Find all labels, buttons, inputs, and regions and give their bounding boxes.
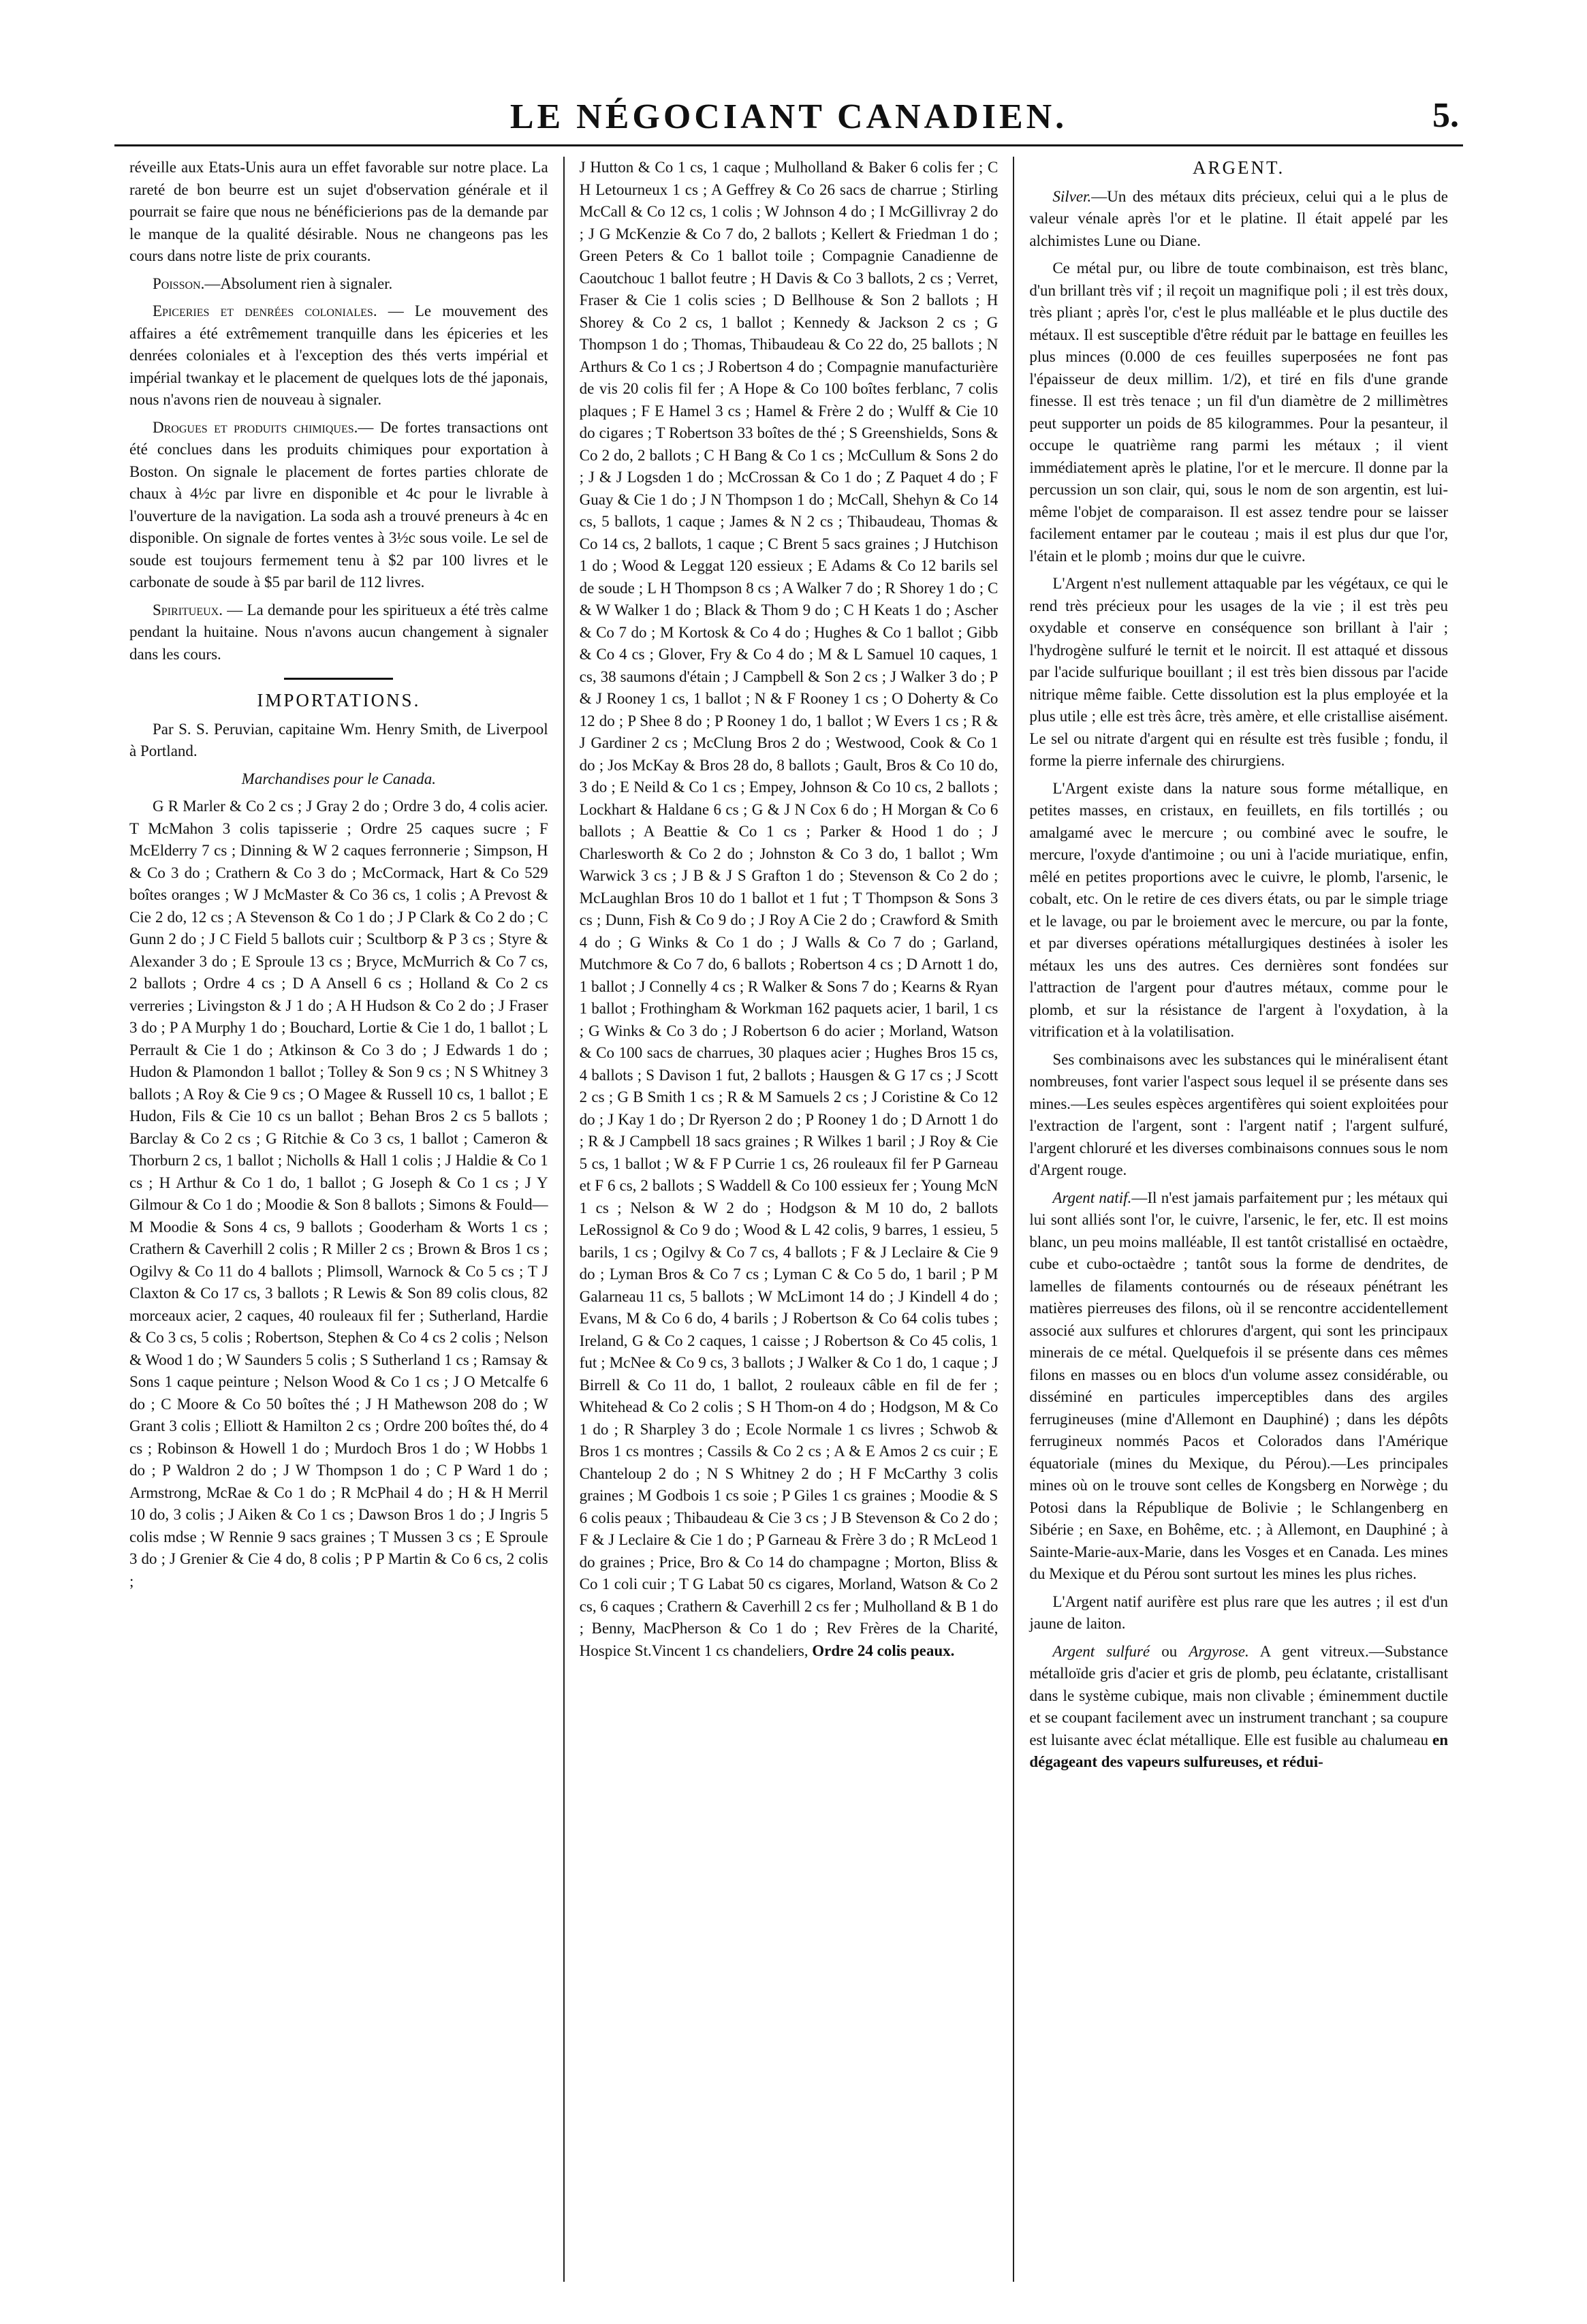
intro-paragraph: réveille aux Etats-Unis aura un effet favorable sur notre place. La rareté de bon beurre est un sujet d'observation générale et il pourrait se faire que nous ne bénéficierions pas de la demande par le manque de la qualité désirable. Nous ne changeons pas les cours dans notre liste de prix courants. [129, 159, 548, 264]
argent-paragraph-3: L'Argent n'est nullement attaquable par les végétaux, ce qui le rend très précieux pour les usages de la vie ; il est très peu oxydable et conserve en conséquence son brillant à l'air ; l'hydrogène sulfuré le ternit et le noircit. Il est attaqué et dissous par l'acide sulfurique bouillant ; il est très bien dissous par l'acide nitrique même faible. Cette dissolution est la plus employée et la plus utile ; elle est très âcre, très amère, et elle cristallise aisément. Le sel ou nitrate d'argent qui en résulte est très fusible ; fondu, il forme la pierre infernale des chirurgiens. [1029, 575, 1449, 769]
argent-paragraph-6 [1029, 1187, 1448, 1586]
argent-paragraph-1 [1029, 186, 1448, 253]
imports-continued-text: J Hutton & Co 1 cs, 1 caque ; Mulholland & Baker 6 colis fer ; C H Letourneux 1 cs ; A Geffrey & Co 26 sacs de charrue ; Stirling McCall & Co 12 cs, 1 colis ; W Johnson 4 do ; I McGillivray 2 do ; J G McKenzie & Co 7 do, 2 ballots ; Kellert & Friedman 1 do ; Green Peters & Co 1 ballot toile ; Compagnie Canadienne de Caoutchouc 1 ballot feutre ; H Davis & Co 3 ballots, 2 cs ; Verret, Fraser & Cie 1 colis scies ; D Bellhouse & Son 2 ballots ; H Shorey & Co 2 cs, 1 ballot ; Kennedy & Jackson 2 cs ; G Thompson 1 do ; Thomas, Thibaudeau & Co 22 do, 25 ballots ; N Arthurs & Co 1 cs ; J Robertson 4 do ; Compagnie manufacturière de vis 20 colis fil fer ; A Hope & Co 100 boîtes ferblanc, 7 colis plaques ; F E Hamel 3 cs ; Hamel & Frère 2 do ; Wulff & Cie 10 do cigares ; T Robertson 33 boîtes de thé ; S Greenshields, Sons & Co 2 do, 2 ballots ; C H Bang & Co 1 cs ; McCullum & Sons 2 do ; J & J Logsden 1 do ; McCrossan & Co 1 do ; Z Paquet 4 do ; F Guay & Cie 1 do ; J N Thompson 1 do ; McCall, Shehyn & Co 14 cs, 5 ballots, 1 caque ; James & N 2 cs ; Thibaudeau, Thomas & Co 14 cs, 2 ballots, 1 caque ; C Brent 5 sacs graines ; J Hutchison 1 do ; Wood & Leggat 120 essieux ; E Adams & Co 12 barils sel de soude ; L H Thompson 8 cs ; A Walker 7 do ; R Shorey 1 do ; C & W Walker 1 do ; Black & Thom 9 do ; C H Keats 1 do ; Ascher & Co 7 do ; M Kortosk & Co 4 do ; Hughes & Co 1 ballot ; Gibb & Co 4 cs ; Glover, Fry & Co 4 do ; M & L Samuel 10 caques, 1 cs, 38 saumons d'étain ; J Campbell & Son 2 cs ; J Walker 3 do ; P & J Rooney 1 cs, 1 ballot ; N & F Rooney 1 cs ; O Doherty & Co 12 do ; P Shee 8 do ; P Rooney 1 do, 1 ballot ; W Evers 1 cs ; R & J Gardiner 2 cs ; McClung Bros 2 do ; Westwood, Cook & Co 1 do ; Jos McKay & Bros 28 do, 8 ballots ; Gault, Bros & Co 10 do, 3 do ; E Neild & Co 1 cs ; Empey, Johnson & Co 10 cs, 2 ballots ; Lockhart & Haldane 6 cs ; G & J N Cox 6 do ; H Morgan & Co 6 ballots ; A Beattie & Co 1 cs ; Parker & Hood 1 do ; J Charlesworth & Co 2 do ; Johnston & Co 3 do, 1 ballot ; Wm Warwick 3 cs ; J B & J S Grafton 1 do ; Stevenson & Co 2 do ; McLaughlan Bros 10 do 1 ballot et 1 fut ; T Thompson & Sons 3 cs ; Dunn, Fish & Co 9 do ; J Roy A Cie 2 do ; Crawford & Smith 4 do ; G Winks & Co 1 do ; J Walls & Co 7 do ; Garland, Mutchmore & Co 7 do, 6 ballots ; Robertson 4 cs ; D Arnott 1 do, 1 ballot ; J Connelly 4 cs ; R Walker & Sons 7 do ; Kearns & Ryan 1 ballot ; Frothingham & Workman 162 paquets acier, 1 baril, 1 cs ; G Winks & Co 3 do ; J Robertson 6 do acier ; Morland, Watson & Co 100 sacs de charrues, 30 plaques acier ; Hughes Bros 15 cs, 4 ballots ; S Davison 1 fut, 2 ballots ; Hausgen & G 17 cs ; J Scott 2 cs ; G B Smith 1 cs ; R & M Samuels 2 cs ; J Coristine & Co 12 do ; J Kay 1 do ; Dr Ryerson 2 do ; P Rooney 1 do ; D Arnott 1 do ; R & J Campbell 18 sacs graines ; R Wilkes 1 baril ; J Roy & Cie 5 cs, 1 ballot ; W & F P Currie 1 cs, 26 rouleaux fil fer P Garneau et F 6 cs, 2 ballots ; S Waddell & Co 100 essieux fer ; Young McN 1 cs ; Nelson & W 2 do ; Hodgson & M 10 do, 2 ballots LeRossignol & Co 9 do ; Wood & L 42 colis, 9 barres, 1 essieu, 5 barils, 1 cs ; Ogilvy & Co 7 cs, 4 ballots ; F & J Leclaire & Cie 9 do ; Lyman Bros & Co 7 cs ; Lyman C & Co 5 do, 1 baril ; P M Galarneau 11 cs, 5 ballots ; W McLimont 14 do ; J Kindell 4 do ; Evans, M & Co 6 do, 4 barils ; J Robertson & Co 64 colis tubes ; Ireland, G & Co 2 caques, 1 caisse ; J Robertson & Co 45 colis, 1 fut ; McNee & Co 9 cs, 3 ballots ; J Walker & Co 1 do, 1 caque ; J Birrell & Co 11 do, 1 ballot, 2 rouleaux câble en fil de fer ; Whitehead & Co 2 colis ; S H Thom-on 4 do ; Hodgson, M & Co 1 do ; R Sharpley 3 do ; Ecole Normale 1 cs livres ; Schwob & Bros 1 cs montres ; Cassils & Co 2 cs ; A & E Amos 2 cs cuir ; E Chanteloup 2 do ; N S Whitney 2 do ; H F McCarthy 3 colis graines ; M Godbois 1 cs soie ; P Giles 1 cs graines ; Moodie & S 6 colis peaux ; Thibaudeau & Cie 3 cs ; J B Stevenson & Co 2 do ; F & J Leclaire & Cie 1 do ; P Garneau & Frère 3 do ; R McLeod 1 do graines ; Price, Bro & Co 14 do champagne ; Morton, Bliss & Co 1 coli cuir ; T G Labat 50 cs cigares, Morland, Watson & Co 2 cs, 6 caques ; Crathern & Caverhill 2 cs fer ; Mulholland & B 1 do ; Benny, MacPherson & Co 1 do ; Rev Frères de la Charité, Hospice St.Vincent 1 cs chandeliers, [579, 159, 999, 1659]
column-1 [114, 157, 563, 2282]
ship-line: Par S. S. Peruvian, capitaine Wm. Henry Smith, de Liverpool à Portland. [129, 720, 548, 759]
text-columns [114, 157, 1463, 2282]
marchandises-heading: Marchandises pour le Canada. [241, 770, 437, 787]
poisson-paragraph [129, 273, 548, 296]
spiritueux-paragraph [129, 599, 548, 666]
imports-list-end: Ordre 24 colis peaux. [812, 1642, 955, 1659]
argent-p8-end: en dégageant des vapeurs sulfureuses, et rédui- [1029, 1731, 1449, 1770]
imports-list-continued [580, 157, 999, 1662]
argent-p6-text: —Il n'est jamais parfaitement pur ; les métaux qui lui sont alliés sont l'or, le cuivre, l'arsenic, le fer, etc. Il est moins blanc, un peu moins malléable, Il est tantôt cristallisé en octaèdre, cube et cubo-octaèdre ; tantôt sous la forme de dendrites, de lamelles de filaments contournés ou de réseaux pénétrant les matières pierreuses des filons, où il se rencontre accidentellement associé aux sulfures et chlorures d'argent, qui sont les principaux minerais de ce métal. Quelquefois il se présente dans ces mêmes filons en masses ou en blocs d'un volume assez considérable, ou disséminé en particules imperceptibles dans des argiles ferrugineuses (mine d'Allemont en Dauphiné) ; dans les dépôts ferrugineux nommés Pacos et Colorados dans l'Amérique équatoriale (mines du Mexique, du Pérou).—Les principales mines où on le trouve sont celles de Kongsberg en Norwège ; du Potosi dans la République de Bolivie ; le Schlangenberg en Sibérie ; en Saxe, en Bohême, etc. ; à Allemont, en Dauphiné ; à Sainte-Marie-aux-Marie, dans les Vosges et en Canada. Les mines du Mexique et du Pérou sont surtout les mines les plus riches. [1029, 1189, 1449, 1582]
page-number: 5. [1432, 96, 1459, 135]
masthead [114, 89, 1463, 146]
newspaper-page [114, 89, 1463, 2282]
argent-paragraph-8 [1029, 1641, 1448, 1774]
imports-list: G R Marler & Co 2 cs ; J Gray 2 do ; Ordre 3 do, 4 colis acier. T McMahon 3 colis tapisserie ; Ordre 25 caques sucre ; F McElderry 7 cs ; Dinning & W 2 caques ferronnerie ; Simpson, H & Co 3 do ; Crathern & Co 3 do ; McCormack, Hart & Co 529 boîtes oranges ; W J McMaster & Co 36 cs, 1 colis ; A Prevost & Cie 2 do, 12 cs ; A Stevenson & Co 1 do ; J P Clark & Co 2 do ; C Gunn 2 do ; J C Field 5 ballots cuir ; Scultborp & P 3 cs ; Styre & Alexander 3 do ; E Sproule 13 cs ; Bryce, McMurrich & Co 7 cs, 2 ballots ; Ordre 4 cs ; D A Ansell 6 cs ; Holland & Co 2 cs verreries ; Livingston & J 1 do ; A H Hudson & Co 2 do ; J Fraser 3 do ; P A Murphy 1 do ; Bouchard, Lortie & Cie 1 do, 1 ballot ; L Perrault & Cie 1 do ; Atkinson & Co 3 do ; J Edwards 1 do ; Hudon & Plamondon 1 ballot ; Tolley & Son 9 cs ; N S Whitney 3 ballots ; A Roy & Cie 9 cs ; O Magee & Russell 10 cs, 1 ballot ; E Hudon, Fils & Cie 10 cs un ballot ; Behan Bros 2 cs 5 ballots ; Barclay & Co 2 cs ; G Ritchie & Co 3 cs, 1 ballot ; Cameron & Thorburn 2 cs, 1 ballot ; Nicholls & Hall 1 colis ; J Haldie & Co 1 cs ; H Arthur & Co 1 do, 1 ballot ; G Joseph & Co 1 cs ; J Y Gilmour & Co 1 do ; Moodie & Son 8 ballots ; Simons & Fould—M Moodie & Sons 4 cs, 9 ballots ; Gooderham & Worts 1 cs ; Crathern & Caverhill 2 colis ; R Miller 2 cs ; Brown & Bros 1 cs ; Ogilvy & Co 11 do 4 ballots ; Plimsoll, Warnock & Co 5 cs ; T J Claxton & Co 17 cs, 3 ballots ; R Lewis & Son 89 colis clous, 82 morceaux acier, 2 caques, 40 rouleaux fil fer ; Sutherland, Hardie & Co 3 cs, 5 colis ; Robertson, Stephen & Co 4 cs 2 colis ; Nelson & Wood 1 do ; W Saunders 5 colis ; S Sutherland 1 cs ; Ramsay & Sons 1 caque peinture ; Nelson Wood & Co 1 cs ; J O Metcalfe 6 do ; C Moore & Co 50 boîtes thé ; J H Mathewson 208 do ; W Grant 3 colis ; Elliott & Hamilton 2 cs ; Ordre 200 boîtes thé, do 4 cs ; Robinson & Howell 1 do ; Murdoch Bros 1 do ; W Hobbs 1 do ; P Waldron 2 do ; J W Thompson 1 do ; C P Ward 1 do ; Armstrong, McRae & Co 1 do ; R McPhail 4 do ; H & H Merril 10 do, 3 colis ; J Aiken & Co 1 cs ; Dawson Bros 1 do ; J Ingris 5 colis mdse ; W Rennie 9 sacs graines ; T Mussen 3 cs ; E Sproule 3 do ; J Grenier & Cie 4 do, 8 colis ; P P Martin & Co 6 cs, 2 colis ; [129, 798, 548, 1590]
spiritueux-text: — La demande pour les spiritueux a été très calme pendant la huitaine. Nous n'avons aucun changement à signaler dans les cours. [129, 601, 548, 663]
poisson-text: —Absolument rien à signaler. [204, 274, 393, 292]
silver-label: Silver. [1052, 187, 1092, 205]
argent-natif-label: Argent natif. [1052, 1189, 1132, 1206]
section-divider [284, 678, 393, 680]
argent-paragraph-5: Ses combinaisons avec les substances qui le minéralisent étant nombreuses, font varier l'aspect sous lequel il se présente dans ses mines.—Les seules espèces argentifères qui soient exploitées pour l'extraction de l'argent, sont : l'argent natif ; l'argent sulfuré, l'argent chloruré et les diverses combinaisons connues sous le nom d'Argent rouge. [1029, 1050, 1449, 1178]
newspaper-title: LE NÉGOCIANT CANADIEN. [509, 97, 1068, 136]
poisson-label: Poisson. [153, 274, 205, 292]
argent-p1-text: —Un des métaux dits précieux, celui qui a le plus de valeur vénale après l'or et le platine. Il était appelé par les alchimistes Lune ou Diane. [1029, 187, 1449, 249]
argent-sulfure-label: Argent sulfuré [1052, 1642, 1150, 1660]
argent-sulfure-or: ou [1150, 1642, 1189, 1660]
epiceries-text: — Le mouvement des affaires a été extrêmement tranquille dans les épiceries et les denrées coloniales et à l'exception des thés verts impérial et impérial twankay et le placement de quelques lots de thé japonais, nous n'avons rien de nouveau à signaler. [129, 302, 548, 408]
spiritueux-label: Spiritueux. [153, 601, 223, 618]
epiceries-label: Epiceries et denrées coloniales. [153, 302, 377, 319]
argent-paragraph-2: Ce métal pur, ou libre de toute combinaison, est très blanc, d'un brillant très vif ; il reçoit un magnifique poli ; il est très doux, très pliant ; après l'or, c'est le plus malléable et le plus ductile des métaux. Il est susceptible d'être réduit par le battage en feuilles les plus minces (0.000 de ces feuilles superposées ne font pas l'épaisseur de deux millim. 1/2), et tiré en fils d'une grande finesse. Il est très tenace ; un fil d'un diamètre de 2 millimètres peut supporter un poids de 85 kilogrammes. Pour la pesanteur, il occupe le quatrième rang parmi les métaux ; il vient immédiatement après le platine, l'or et le mercure. Il donne par la percussion un son clair, qui, sous le nom de son argentin, est lui-même l'objet de comparaison. Il est assez tendre pour se laisser facilement entamer par le couteau ; mais il est plus dur que l'or, l'étain et le plomb ; moins dur que le cuivre. [1029, 260, 1449, 565]
drogues-text: — De fortes transactions ont été conclues dans les produits chimiques pour exportation à Boston. On signale le placement de fortes parties chlorate de chaux à 4½c par livre en disponible et 4c pour le livrable à l'ouverture de la navigation. La soda ash a trouvé preneurs à 4c en disponible. On signale de fortes ventes à 3½c sous voile. Le sel de soude est toujours fermement tenu à $2 par 100 livres et le carbonate de soude à $5 par baril de 112 livres. [129, 418, 548, 591]
epiceries-paragraph [129, 300, 548, 411]
argent-p8-text: A gent vitreux.—Substance métalloïde gris d'acier et gris de plomb, peu éclatante, cristallisant dans le système cubique, mais non clivable ; éminemment ductile et se coupant facilement avec un instrument tranchant ; sa coupure est luisante avec éclat métallique. Elle est fusible au chalumeau [1029, 1642, 1449, 1748]
drogues-paragraph [129, 417, 548, 594]
importations-heading: IMPORTATIONS. [257, 690, 421, 710]
argent-heading: ARGENT. [1193, 157, 1285, 178]
argyrose-label: Argyrose. [1189, 1642, 1249, 1660]
argent-paragraph-7: L'Argent natif aurifère est plus rare que les autres ; il est d'un jaune de laiton. [1029, 1592, 1449, 1632]
argent-paragraph-4: L'Argent existe dans la nature sous forme métallique, en petites masses, en cristaux, en feuillets, en fils tortillés ; ou amalgamé avec le mercure ; ou combiné avec le soufre, le mercure, l'oxyde d'antimoine ; ou uni à l'acide muriatique, enfin, mêlé en petites proportions avec le cuivre, le plomb, l'arsenic, le cobalt, etc. On le retire de ces divers états, ou par le simple triage et le lavage, ou par le broiement avec le mercure, ou par la fonte, et par diverses opérations métallurgiques destinées à isoler les métaux les uns des autres. Ces dernières sont fondées sur l'attraction de l'argent pour d'autres métaux, comme pour le plomb, et sur la résistance de l'argent à l'oxydation, à la vitrification et à la volatilisation. [1029, 779, 1449, 1040]
drogues-label: Drogues et produits chimiques. [153, 418, 358, 436]
column-3 [1013, 157, 1463, 2282]
column-2 [563, 157, 1014, 2282]
